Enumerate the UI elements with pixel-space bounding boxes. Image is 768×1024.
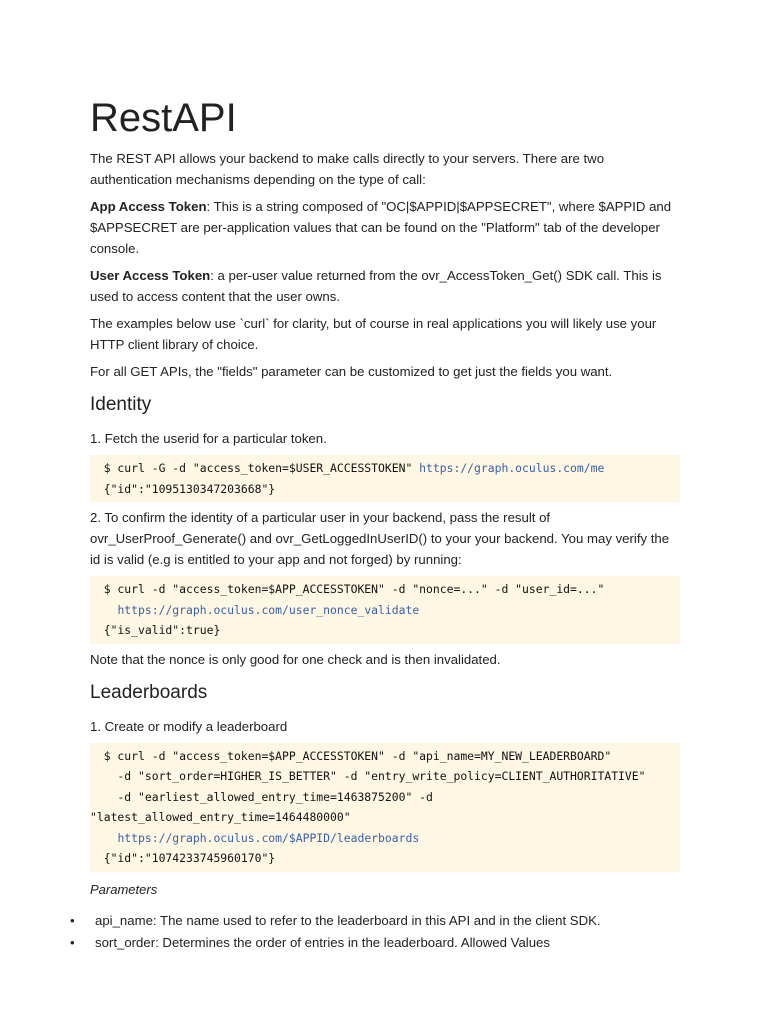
app-token-label: App Access Token [90,199,207,214]
intro-paragraph: The REST API allows your backend to make calls directly to your servers. There are two authentication mechanisms depending on the type of call: [90,151,605,187]
code-command: $ curl -d "access_token=$APP_ACCESSTOKEN" -d "api_name=MY_NEW_LEADERBOARD" [90,748,612,763]
code-result: {"id":"1074233745960170"} [90,851,276,865]
code-result: {"id":"1095130347203668"} [90,481,276,496]
list-item [70,932,690,953]
app-token-text: : This is a string composed of "OC|$APPID|$APPSECRET", where $APPID and $APPSECRET are per-application values that can be found on the "Platform" tab of the developer console. [90,199,672,256]
bullet-icon: • [70,912,75,928]
bullet-icon: • [70,934,75,950]
identity-heading: Identity [90,394,152,415]
fields-note-paragraph: For all GET APIs, the "fields" parameter can be customized to get just the fields you want. [90,364,613,379]
app-token-paragraph [90,196,680,259]
identity-step-2: 2. To confirm the identity of a particular user in your backend, pass the result of ovr_UserProof_Generate() and ovr_GetLoggedInUserID() to your your backend. You may verify the id is valid (e.g is entitled to your app and not forged) by running: [90,510,670,567]
identity-code-block-2 [90,576,680,644]
code-line [90,458,680,479]
code-command: -d "earliest_allowed_entry_time=1463875200" -d [90,789,433,804]
identity-code-block-1 [90,455,680,502]
document-page [70,90,680,954]
list-item [70,910,690,931]
code-command: "latest_allowed_entry_time=1464480000" [90,810,351,824]
page-title: RestAPI [90,96,237,140]
code-url-link[interactable]: https://graph.oculus.com/user_nonce_validate [117,602,420,617]
code-command: $ curl -d "access_token=$APP_ACCESSTOKEN" -d "nonce=..." -d "user_id=..." [90,582,605,596]
curl-note-paragraph: The examples below use `curl` for clarity, but of course in real applications you will likely use your HTTP client library of choice. [90,316,657,352]
nonce-note-paragraph: Note that the nonce is only good for one check and is then invalidated. [90,651,501,667]
code-result: {"is_valid":true} [90,623,221,637]
code-line [90,600,680,621]
user-token-paragraph [90,265,680,307]
code-line [90,828,680,849]
code-url-link[interactable]: https://graph.oculus.com/me [419,461,605,475]
leaderboards-code-block [90,743,680,872]
identity-step-1: 1. Fetch the userid for a particular token. [90,431,327,446]
leaderboards-heading: Leaderboards [90,681,208,703]
parameter-text: sort_order: Determines the order of entries in the leaderboard. Allowed Values [95,934,550,950]
user-token-text: : a per-user value returned from the ovr_AccessToken_Get() SDK call. This is used to access content that the user owns. [90,268,662,304]
leaderboards-step-1: 1. Create or modify a leaderboard [90,718,288,734]
code-command: -d "sort_order=HIGHER_IS_BETTER" -d "entry_write_policy=CLIENT_AUTHORITATIVE" [90,769,646,783]
code-command: $ curl -G -d "access_token=$USER_ACCESSTOKEN" [90,461,420,475]
parameter-text: api_name: The name used to refer to the leaderboard in this API and in the client SDK. [95,912,601,928]
user-token-label: User Access Token [90,268,211,283]
parameters-label: Parameters [90,881,158,897]
code-url-link[interactable]: https://graph.oculus.com/$APPID/leaderboards [117,830,420,845]
parameters-list [70,910,690,953]
